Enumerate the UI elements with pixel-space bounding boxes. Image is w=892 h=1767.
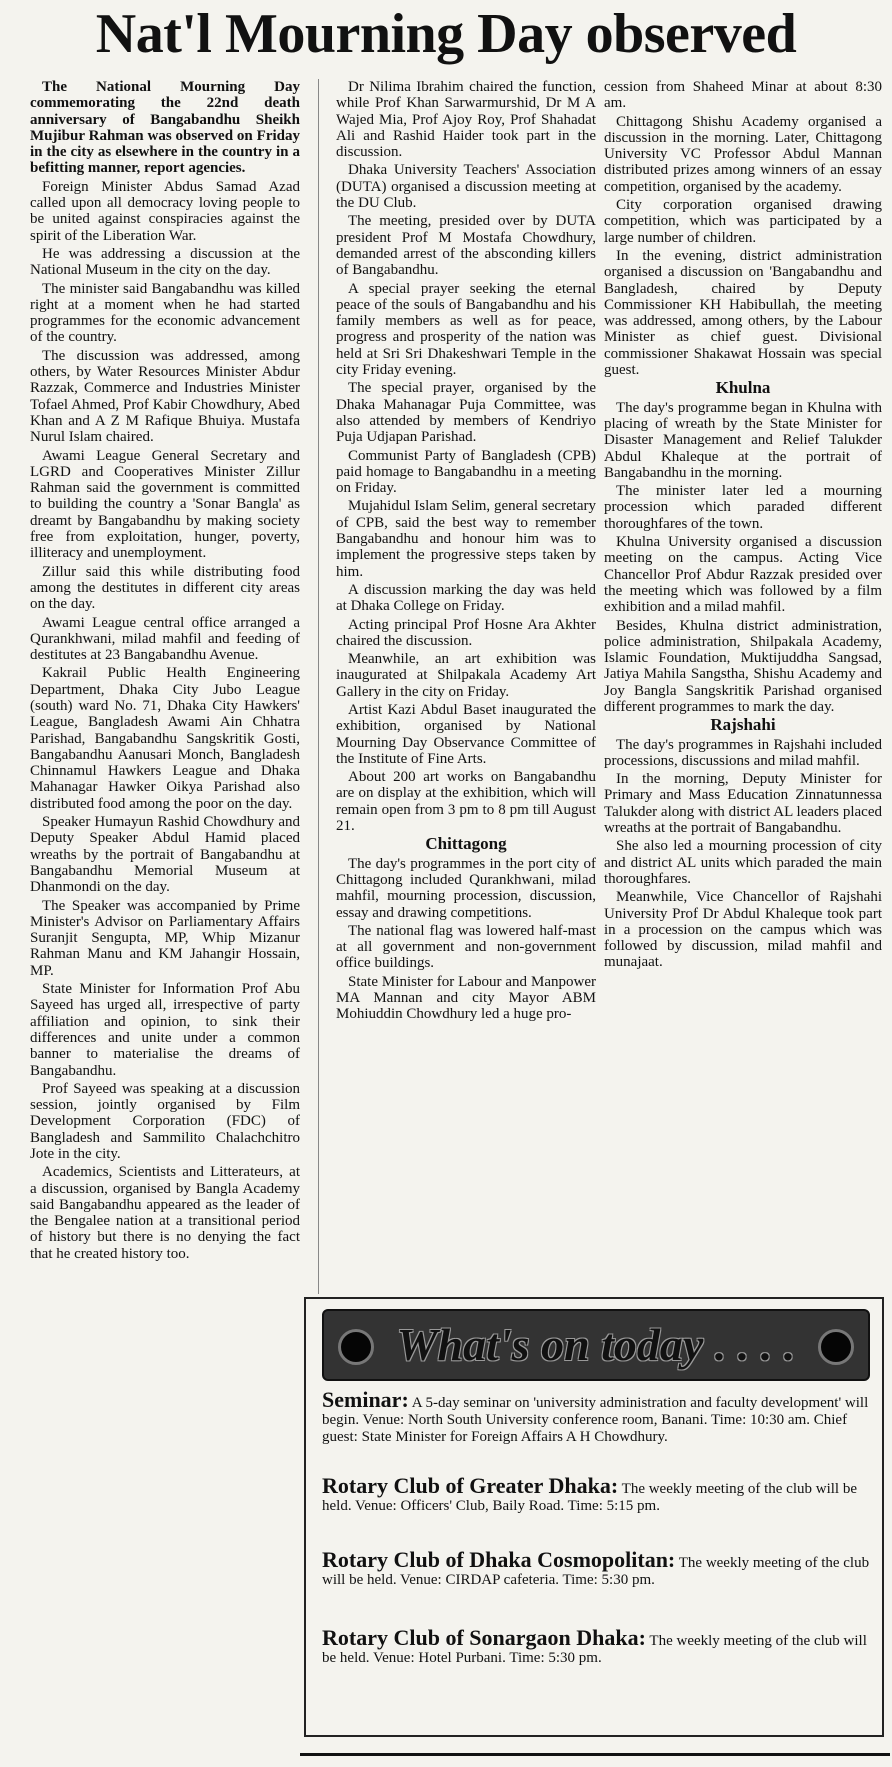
article-paragraph: Communist Party of Bangladesh (CPB) paid homage to Bangabandhu in a meeting on Friday. xyxy=(336,447,596,497)
article-paragraph: A special prayer seeking the eternal peace of the souls of Bangabandhu and his family members as well as for peace, progress and prosperity of the nation was held at Sri Sri Dhakeshwari Temple in the city Friday evening. xyxy=(336,280,596,379)
article-paragraph: The meeting, presided over by DUTA president Prof M Mostafa Chowdhury, demanded arrest of the absconding killers of Bangabandhu. xyxy=(336,213,596,279)
article-paragraph: The minister said Bangabandhu was killed right at a moment when he had started programmes for the economic advancement of the country. xyxy=(30,280,300,346)
article-paragraph: Meanwhile, Vice Chancellor of Rajshahi University Prof Dr Abdul Khaleque took part in a procession on the campus which was followed by discussion, milad mahfil and munajaat. xyxy=(604,889,882,971)
event-name: Seminar: xyxy=(322,1387,409,1412)
article-paragraph: Speaker Humayun Rashid Chowdhury and Deputy Speaker Abdul Hamid placed wreaths by the portrait of Bangabandhu at Bangabandhu Memorial Museum at Dhanmondi on the day. xyxy=(30,814,300,896)
article-paragraph: Chittagong Shishu Academy organised a discussion in the morning. Later, Chittagong University VC Professor Abdul Mannan distributed prizes among winners of an essay competition, organised by the academy. xyxy=(604,113,882,195)
article-paragraph: Dhaka University Teachers' Association (DUTA) organised a discussion meeting at the DU Club. xyxy=(336,162,596,212)
article-paragraph: A discussion marking the day was held at Dhaka College on Friday. xyxy=(336,581,596,615)
article-paragraph: She also led a mourning procession of city and district AL units which paraded the main thoroughfares. xyxy=(604,838,882,887)
article-lead: The National Mourning Day commemorating the 22nd death anniversary of Bangabandhu Sheikh Mujibur Rahman was observed on Friday in the city as elsewhere in the country in a befitting manner, report agencies. xyxy=(30,79,300,177)
column-divider xyxy=(318,79,319,1294)
article-paragraph: Foreign Minister Abdus Samad Azad called upon all democracy loving people to be united against conspiracies against the spirit of the Liberation War. xyxy=(30,178,300,244)
whats-on-banner xyxy=(322,1309,870,1381)
event-name: Rotary Club of Sonargaon Dhaka: xyxy=(322,1625,646,1650)
article-paragraph: Dr Nilima Ibrahim chaired the function, while Prof Khan Sarwarmurshid, Dr M A Wajed Mia, Prof Ajoy Roy, Prof Shahadat Ali and Rashid Haider took part in the discussion. xyxy=(336,79,596,161)
event-details: The weekly meeting of the club will be held. Venue: Hotel Purbani. Time: 5:30 pm. xyxy=(322,1633,867,1666)
event-details: A 5-day seminar on 'university administration and faculty development' will begin. Venue: North South University conference room, Banani. Time: 10:30 am. Chief guest: State Minister for Foreign Affairs A H Chowdhury. xyxy=(322,1395,869,1445)
article-paragraph: State Minister for Labour and Manpower MA Mannan and city Mayor ABM Mohiuddin Chowdhury led a huge pro- xyxy=(336,973,596,1023)
article-column-3 xyxy=(604,79,882,1282)
event-details: The weekly meeting of the club will be held. Venue: Officers' Club, Baily Road. Time: 5:15 pm. xyxy=(322,1481,857,1514)
article-paragraph: The Speaker was accompanied by Prime Minister's Advisor on Parliamentary Affairs Suranjit Sengupta, MP, Whip Mizanur Rahman Manu and KM Jahangir Hossain, MP. xyxy=(30,897,300,979)
article-column-2 xyxy=(336,79,596,1289)
article-paragraph: Khulna University organised a discussion meeting on the campus. Acting Vice Chancellor Prof Abdur Razzak presided over the meeting which was followed by a film exhibition and a milad mahfil. xyxy=(604,534,882,616)
article-paragraph: Zillur said this while distributing food among the destitutes in different city areas on the day. xyxy=(30,563,300,613)
article-paragraph: Prof Sayeed was speaking at a discussion session, jointly organised by Film Development Corporation (FDC) of Bangladesh and Sammilito Chalachchitro Jote in the city. xyxy=(30,1080,300,1162)
article-paragraph: Awami League General Secretary and LGRD and Cooperatives Minister Zillur Rahman said the government is committed to building the country a 'Sonar Bangla' as dreamt by Bangabandhu by making society free from exploitation, hunger, poverty, illiteracy and unemployment. xyxy=(30,447,300,562)
article-paragraph: In the evening, district administration organised a discussion on 'Bangabandhu and Bangladesh, chaired by Deputy Commissioner KH Habibullah, the meeting was addressed, among others, by the Labour Minister as chief guest. Divisional commissioner Shakawat Hossain was special guest. xyxy=(604,247,882,379)
bullet-icon xyxy=(338,1329,374,1365)
article-paragraph: The minister later led a mourning procession which paraded different thoroughfares of the town. xyxy=(604,483,882,532)
event-name: Rotary Club of Dhaka Cosmopolitan: xyxy=(322,1547,676,1572)
article-paragraph: The discussion was addressed, among others, by Water Resources Minister Abdur Razzak, Commerce and Industries Minister Tofael Ahmed, Prof Kabir Chowdhury, Abed Khan and A Z M Rafique Bhuiya. Mustafa Nurul Islam chaired. xyxy=(30,347,300,446)
article-paragraph: Acting principal Prof Hosne Ara Akhter chaired the discussion. xyxy=(336,616,596,649)
whats-on-title: What's on today . . . . xyxy=(396,1319,796,1370)
headline: Nat'l Mourning Day observed xyxy=(95,3,797,65)
article-paragraph: In the morning, Deputy Minister for Primary and Mass Education Zinnatunnessa Talukder along with district AL leaders placed wreaths at the portrait of Bangabandhu. xyxy=(604,771,882,837)
article-paragraph: The day's programme began in Khulna with placing of wreath by the State Minister for Disaster Management and Relief Talukder Abdul Khaleque at the portrait of Bangabandhu in the morning. xyxy=(604,399,882,481)
article-paragraph: Mujahidul Islam Selim, general secretary of CPB, said the best way to remember Bangabandhu and honour him was to implement the progressive steps taken by him. xyxy=(336,498,596,580)
bullet-icon xyxy=(818,1329,854,1365)
article-paragraph: State Minister for Information Prof Abu Sayeed has urged all, irrespective of party affiliation and opinion, to sink their differences and unite under a common banner to materialise the dreams of Bangabandhu. xyxy=(30,981,300,1079)
article-paragraph: Awami League central office arranged a Qurankhwani, milad mahfil and feeding of destitutes at 23 Bangabandhu Avenue. xyxy=(30,614,300,664)
article-paragraph: Academics, Scientists and Litterateurs, at a discussion, organised by Bangla Academy said Bangabandhu appeared as the leader of the Bengalee nation at a transitional period of history but there is no denying the fact that he created history too. xyxy=(30,1164,300,1262)
event-item xyxy=(322,1625,870,1667)
article-paragraph: About 200 art works on Bangabandhu are on display at the exhibition, which will remain open from 3 pm to 8 pm till August 21. xyxy=(336,769,596,835)
subheading-chittagong: Chittagong xyxy=(425,834,507,854)
article-column-1 xyxy=(30,79,300,1767)
event-item xyxy=(322,1547,870,1589)
article-paragraph: cession from Shaheed Minar at about 8:30 am. xyxy=(604,79,882,112)
article-paragraph: He was addressing a discussion at the National Museum in the city on the day. xyxy=(30,245,300,279)
article-paragraph: Kakrail Public Health Engineering Department, Dhaka City Jubo League (south) ward No. 71, Dhaka City Hawkers' League, Bangladesh Awami Ain Chhatra Parishad, Bangabandhu Sangskritik Gosti, Bangabandhu Aanusari Monch, Bangladesh Chinnamul Hawkers League and Dhaka Mahanagar Hawker Oikya Parishad also distributed food among the poor on the day. xyxy=(30,665,300,812)
event-details: The weekly meeting of the club will be held. Venue: CIRDAP cafeteria. Time: 5:30 pm. xyxy=(322,1555,870,1588)
event-name: Rotary Club of Greater Dhaka: xyxy=(322,1473,619,1498)
event-item xyxy=(322,1473,870,1515)
article-paragraph: The day's programmes in Rajshahi included processions, discussions and milad mahfil. xyxy=(604,736,882,769)
bottom-border xyxy=(300,1753,890,1756)
article-paragraph: The national flag was lowered half-mast at all government and non-government office buildings. xyxy=(336,922,596,972)
subheading-rajshahi: Rajshahi xyxy=(710,715,776,735)
article-paragraph: The day's programmes in the port city of Chittagong included Qurankhwani, milad mahfil, mourning procession, discussion, essay and drawing competitions. xyxy=(336,855,596,921)
article-paragraph: Meanwhile, an art exhibition was inaugurated at Shilpakala Academy Art Gallery in the city on Friday. xyxy=(336,651,596,700)
article-paragraph: Artist Kazi Abdul Baset inaugurated the exhibition, organised by National Mourning Day Observance Committee of the Institute of Fine Arts. xyxy=(336,701,596,767)
subheading-khulna: Khulna xyxy=(715,378,771,398)
whats-on-today-box xyxy=(304,1297,884,1737)
article-paragraph: The special prayer, organised by the Dhaka Mahanagar Puja Committee, was also attended by members of Kendriyo Puja Udjapan Parishad. xyxy=(336,380,596,446)
event-item xyxy=(322,1387,870,1446)
article-paragraph: City corporation organised drawing competition, which was participated by a large number of children. xyxy=(604,197,882,246)
article-paragraph: Besides, Khulna district administration, police administration, Shilpakala Academy, Islamic Foundation, Muktijuddha Sangsad, Jatiya Mahila Sangstha, Shishu Academy and Joy Bangla Sangskritik Parishad organised different programmes to mark the day. xyxy=(604,617,882,715)
